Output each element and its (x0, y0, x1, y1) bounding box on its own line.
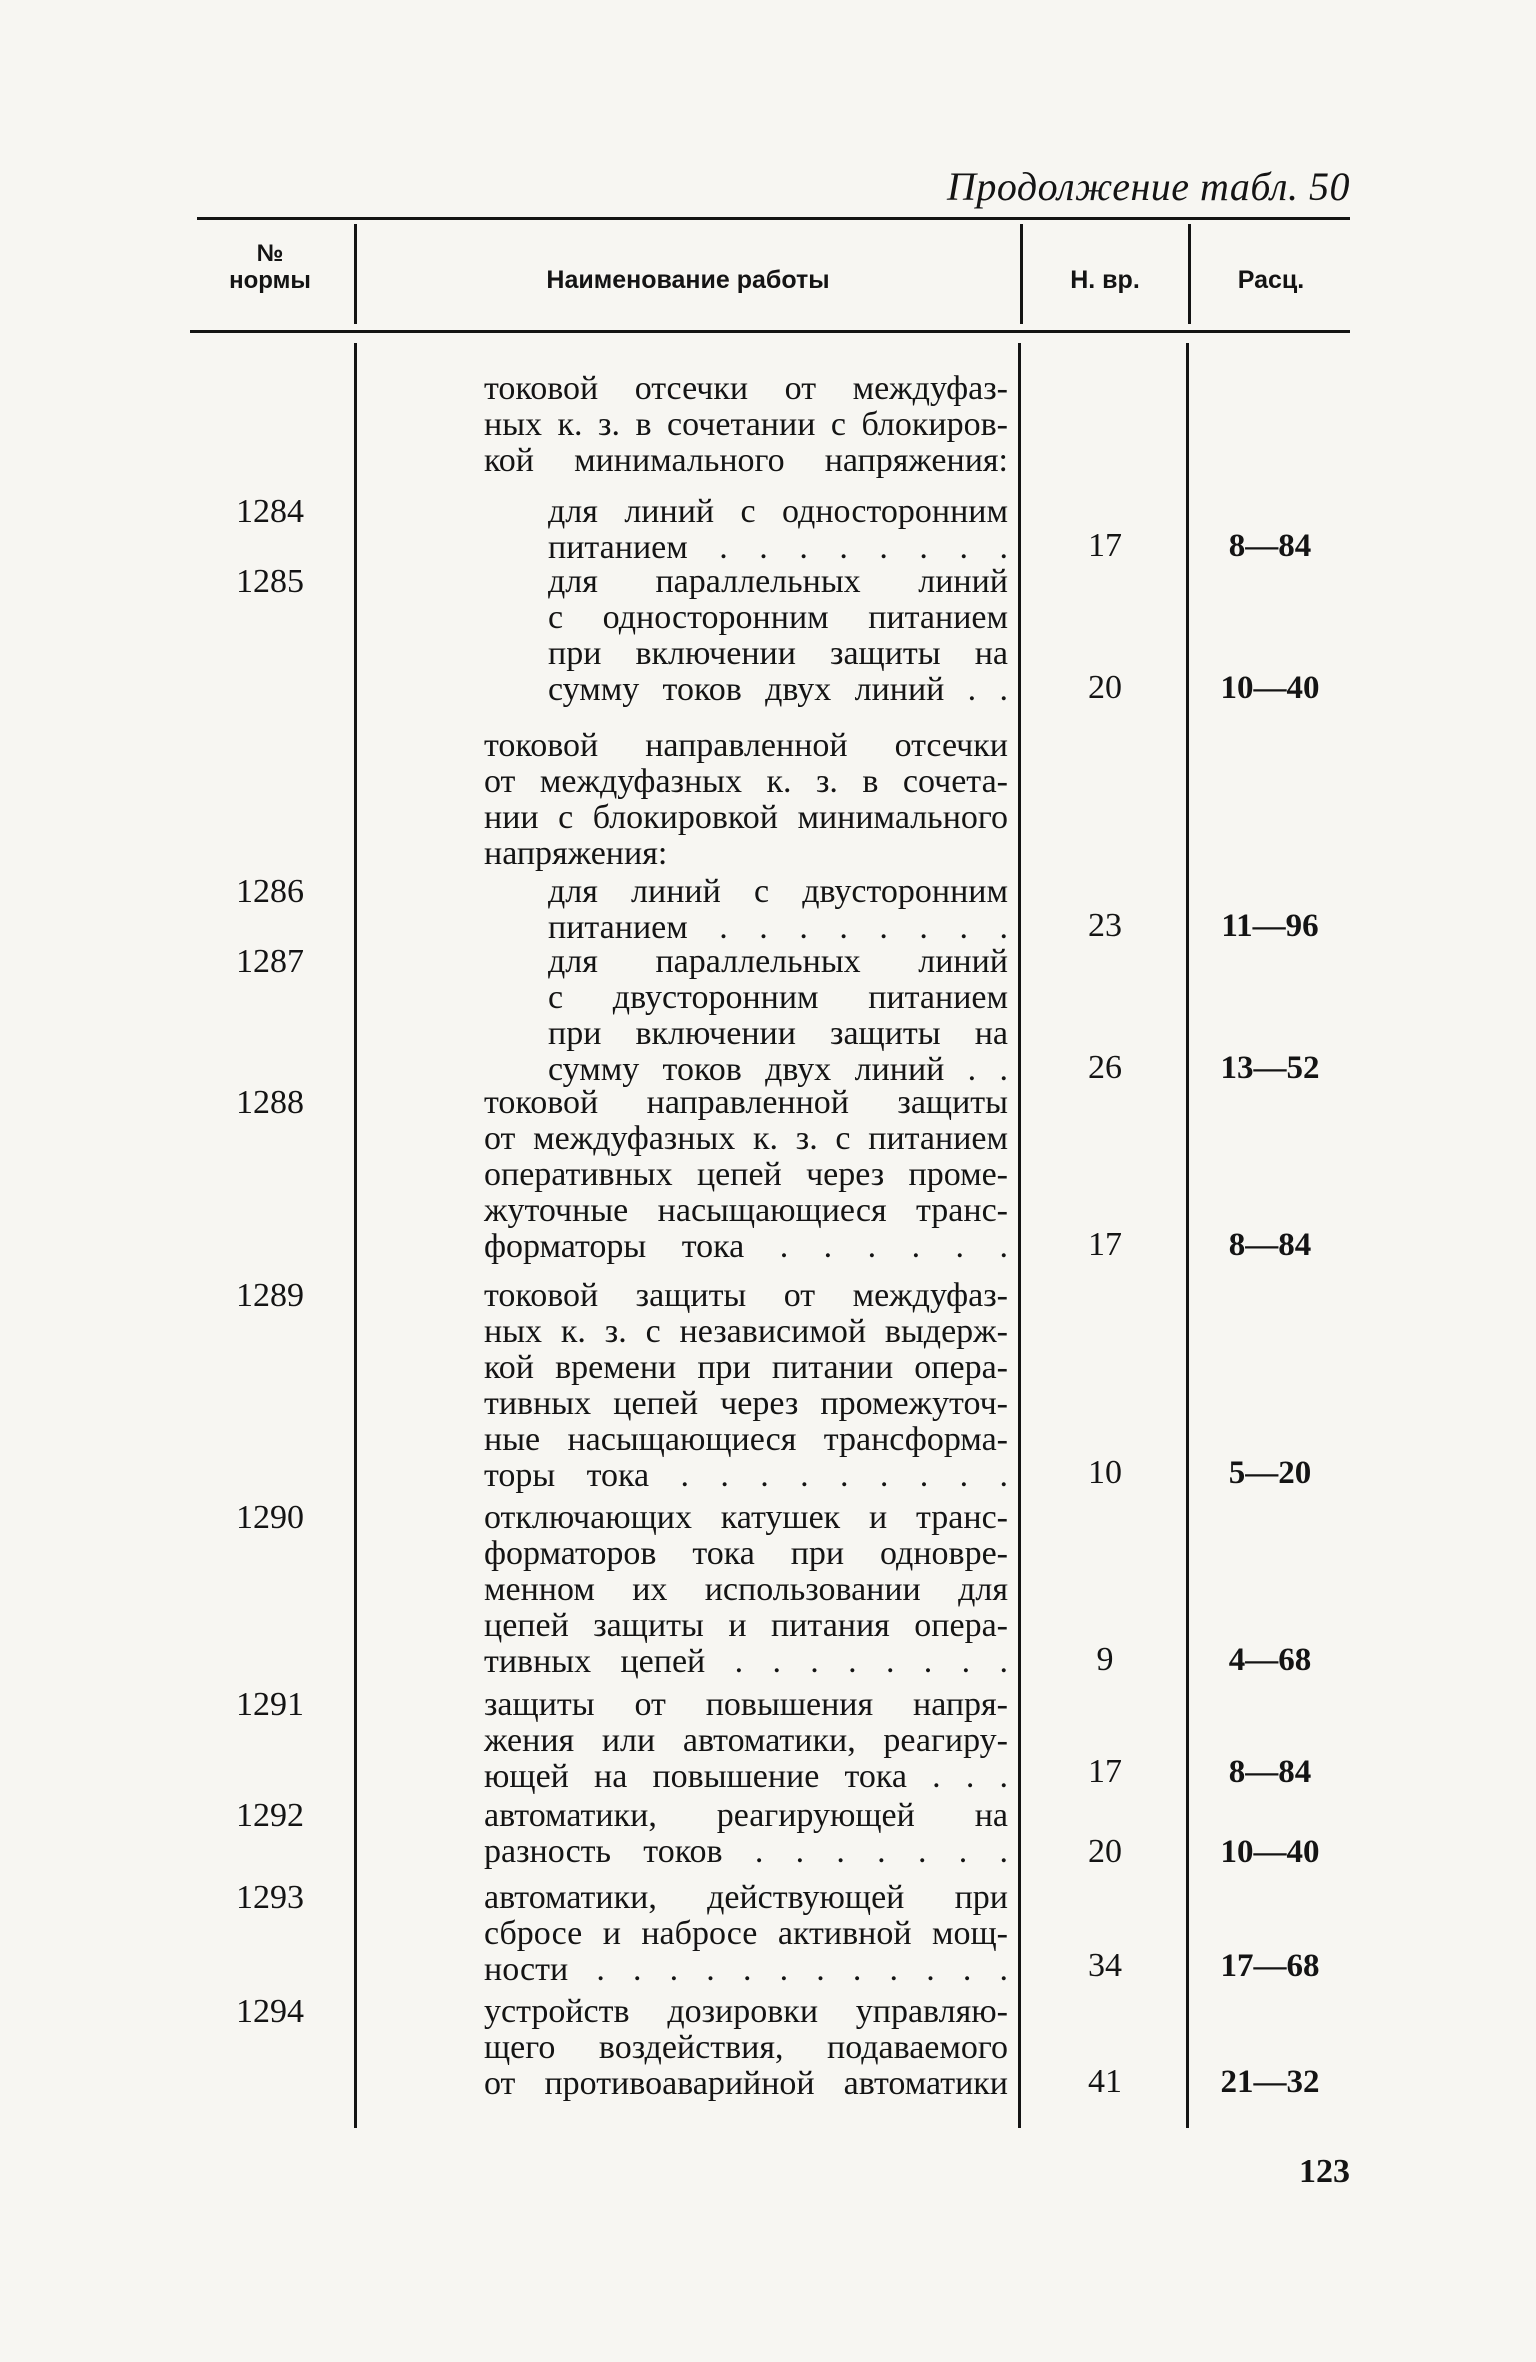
rate-value: 17—68 (1220, 1948, 1320, 1984)
header-number-column (190, 240, 350, 294)
work-description-line: кой времени при питании опера- (484, 1349, 1008, 1386)
work-description-line: питанием . . . . . . . . (548, 529, 1008, 566)
work-description-line: жения или автоматики, реагиру- (484, 1722, 1008, 1759)
work-description-line: сбросе и набросе активной мощ- (484, 1915, 1008, 1952)
group-heading (448, 371, 1008, 479)
work-description-line: цепей защиты и питания опера- (484, 1607, 1008, 1644)
header-divider-1 (354, 224, 357, 324)
work-description-line: тивных цепей через промежуточ- (484, 1385, 1008, 1422)
work-description (448, 1687, 1008, 1795)
norm-number: 1285 (236, 563, 304, 600)
work-description-line: щего воздействия, подаваемого (484, 2029, 1008, 2066)
work-description (448, 1994, 1008, 2102)
group-heading-line: нии с блокировкой минимального (484, 799, 1008, 836)
group-heading (448, 728, 1008, 872)
work-description-line: при включении защиты на (548, 635, 1008, 672)
rate-value: 4—68 (1228, 1642, 1312, 1678)
header-number-sign: № (256, 240, 284, 267)
norm-number: 1291 (236, 1686, 304, 1723)
rate-value: 10—40 (1220, 670, 1320, 706)
norm-number: 1284 (236, 493, 304, 530)
group-heading-line: от междуфазных к. з. в сочета- (484, 763, 1008, 800)
work-description-line: от противоаварийной автоматики (484, 2065, 1008, 2102)
work-description-line: защиты от повышения напря- (484, 1686, 1008, 1723)
work-description-line: автоматики, реагирующей на (484, 1797, 1008, 1834)
time-norm: 34 (1088, 1947, 1122, 1984)
body-divider-2 (1018, 343, 1021, 2128)
work-description-line: ные насыщающиеся трансформа- (484, 1421, 1008, 1458)
rate-value: 21—32 (1220, 2064, 1320, 2100)
rate-value: 8—84 (1228, 1227, 1312, 1263)
work-description (512, 564, 1008, 708)
work-description-line: форматоров тока при одновре- (484, 1535, 1008, 1572)
work-description-line: автоматики, действующей при (484, 1879, 1008, 1916)
page-number: 123 (1299, 2153, 1350, 2190)
group-heading-line: ных к. з. в сочетании с блокиров- (484, 406, 1008, 443)
time-norm: 17 (1088, 1226, 1122, 1263)
work-description (448, 1880, 1008, 1988)
time-norm: 20 (1088, 1833, 1122, 1870)
body-divider-3 (1186, 343, 1189, 2128)
time-norm: 17 (1088, 1753, 1122, 1790)
work-description-line: питанием . . . . . . . . (548, 909, 1008, 946)
time-norm: 41 (1088, 2063, 1122, 2100)
header-rate-label: Расц. (1237, 266, 1305, 294)
work-description (512, 874, 1008, 946)
work-description-line: менном их использовании для (484, 1571, 1008, 1608)
header-time-label: Н. вр. (1070, 266, 1140, 294)
header-name-label: Наименование работы (546, 266, 830, 294)
work-description-line: токовой направленной защиты (484, 1084, 1008, 1121)
work-description-line: для линий с односторонним (548, 493, 1008, 530)
norm-number: 1289 (236, 1277, 304, 1314)
table-caption: Продолжение табл. 50 (946, 164, 1350, 209)
work-description-line: с односторонним питанием (548, 599, 1008, 636)
rate-value: 10—40 (1220, 1834, 1320, 1870)
group-heading-line: кой минимального напряжения: (484, 442, 1008, 479)
rate-value: 11—96 (1221, 908, 1319, 944)
work-description-line: сумму токов двух линий . . (548, 671, 1008, 708)
work-description-line: для линий с двусторонним (548, 873, 1008, 910)
group-heading-line: токовой направленной отсечки (484, 727, 1008, 764)
work-description (448, 1085, 1008, 1265)
work-description-line: ных к. з. с независимой выдерж- (484, 1313, 1008, 1350)
work-description-line: для параллельных линий (548, 563, 1008, 600)
time-norm: 17 (1088, 527, 1122, 564)
work-description-line: форматоры тока . . . . . . (484, 1228, 1008, 1265)
rate-value: 8—84 (1228, 1754, 1312, 1790)
table-top-rule (197, 217, 1350, 220)
time-norm: 26 (1088, 1049, 1122, 1086)
norm-number: 1293 (236, 1879, 304, 1916)
work-description-line: разность токов . . . . . . . (484, 1833, 1008, 1870)
norm-number: 1288 (236, 1084, 304, 1121)
work-description-line: ности . . . . . . . . . . . . (484, 1951, 1008, 1988)
time-norm: 23 (1088, 907, 1122, 944)
body-divider-1 (354, 343, 357, 2128)
header-divider-3 (1188, 224, 1191, 324)
work-description-line: сумму токов двух линий . . (548, 1051, 1008, 1088)
group-heading-line: напряжения: (484, 835, 668, 872)
work-description-line: от междуфазных к. з. с питанием (484, 1120, 1008, 1157)
time-norm: 10 (1088, 1454, 1122, 1491)
work-description-line: для параллельных линий (548, 943, 1008, 980)
work-description (448, 1798, 1008, 1870)
rate-value: 13—52 (1220, 1050, 1320, 1086)
norm-number: 1292 (236, 1797, 304, 1834)
work-description (512, 944, 1008, 1088)
work-description-line: устройств дозировки управляю- (484, 1993, 1008, 2030)
norm-number: 1286 (236, 873, 304, 910)
work-description (448, 1278, 1008, 1494)
norm-number: 1294 (236, 1993, 304, 2030)
work-description-line: торы тока . . . . . . . . . (484, 1457, 1008, 1494)
work-description-line: тивных цепей . . . . . . . . (484, 1643, 1008, 1680)
time-norm: 9 (1096, 1641, 1114, 1678)
rate-value: 5—20 (1228, 1455, 1312, 1491)
work-description-line: ющей на повышение тока . . . (484, 1758, 1008, 1795)
work-description (448, 1500, 1008, 1680)
work-description-line: при включении защиты на (548, 1015, 1008, 1052)
group-heading-line: токовой отсечки от междуфаз- (484, 370, 1008, 407)
header-bottom-rule (190, 330, 1350, 333)
norm-number: 1287 (236, 943, 304, 980)
header-number-label: нормы (229, 267, 311, 294)
work-description-line: жуточные насыщающиеся транс- (484, 1192, 1008, 1229)
work-description (512, 494, 1008, 566)
work-description-line: оперативных цепей через проме- (484, 1156, 1008, 1193)
work-description-line: с двусторонним питанием (548, 979, 1008, 1016)
time-norm: 20 (1088, 669, 1122, 706)
rate-value: 8—84 (1228, 528, 1312, 564)
work-description-line: токовой защиты от междуфаз- (484, 1277, 1008, 1314)
norm-number: 1290 (236, 1499, 304, 1536)
work-description-line: отключающих катушек и транс- (484, 1499, 1008, 1536)
header-divider-2 (1020, 224, 1023, 324)
